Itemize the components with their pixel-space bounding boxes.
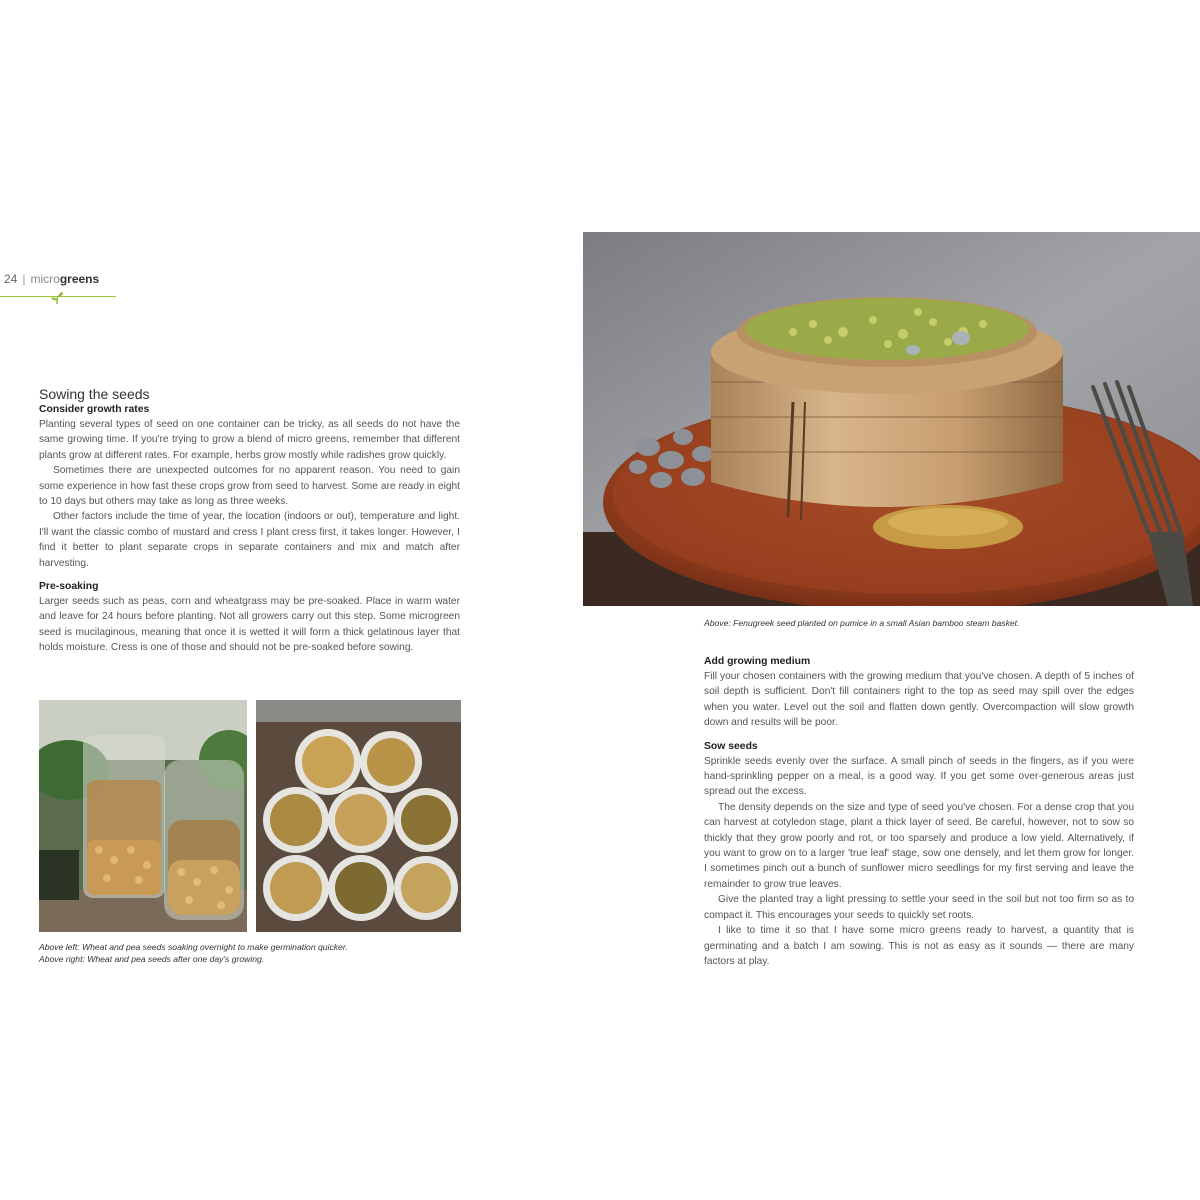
paragraph: Give the planted tray a light pressing to settle your seed in the soil but not too firm so as to compact it. This encourages your seeds to quickly set roots. [704,894,1134,921]
paragraph: Sometimes there are unexpected outcomes for no apparent reason. You need to gain some experience in how fast these crops grow from seed to harvest. Some are ready in eight to 10 days but others may take as long as three weeks. [39,465,460,508]
photo-soaking-jars [39,700,247,932]
subheading-sow-seeds: Sow seeds [704,740,758,752]
caption-line: Above left: Wheat and pea seeds soaking overnight to make germination quicker. [39,942,348,952]
section-heading: Sowing the seeds [39,386,150,402]
running-head [4,272,99,286]
running-head-separator: | [22,272,26,286]
paragraph: Larger seeds such as peas, corn and wheatgrass may be pre-soaked. Place in warm water and leave for 24 hours before planting. Not all growers carry out this step. Some microgreen seed is mucilaginous, meaning that once it is wetted it will form a thick gelatinous layer that holds moisture. Cress is one of those and should not be pre-soaked before sowing. [39,596,460,654]
left-column [39,386,460,656]
paragraph: I like to time it so that I have some micro greens ready to harvest, a quantity that is germinating and a batch I am sowing. This is not as easy as it sounds — there are many factors at play. [704,925,1134,967]
subheading-growing-medium: Add growing medium [704,656,811,667]
caption-line: Above right: Wheat and pea seeds after one day's growing. [39,954,265,964]
book-title-bold: greens [59,272,100,286]
photo-bamboo-steamer [583,232,1200,606]
subheading-growth-rates: Consider growth rates [39,404,150,415]
subheading-pre-soaking: Pre-soaking [39,581,99,593]
photo-caption-left [39,941,469,965]
book-title-light: micro [30,272,60,286]
page-number: 24 [4,272,18,286]
photo-caption-main: Above: Fenugreek seed planted on pumice in a small Asian bamboo steam basket. [704,618,1020,628]
paragraph: The density depends on the size and type of seed you've chosen. For a dense crop that you can harvest at cotyledon stage, plant a thick layer of seed. Be careful, however, not to sow so thickly that they grow poorly and rot, or too sparsely and produce a low yield. Alternatively, if you want to grow on to a larger 'true leaf' stage, sow one densely, and let them grow for longer. I sometimes pinch out a bunch of sunflower micro seedlings for my first serving and leave the remainder to grow true leaves. [704,801,1134,890]
paragraph: Fill your chosen containers with the growing medium that you've chosen. A depth of 5 inches of soil depth is sufficient. Don't fill containers right to the top as seed may spill over the edges when you water. Level out the soil and flatten down gently. Overcompaction will slow growth down and results will be poor. [704,671,1134,729]
paragraph: Sprinkle seeds evenly over the surface. A small pinch of seeds in the fingers, as if you were hand-sprinkling pepper on a meal, is a good way. If you get some over-generous areas just spread out the excess. [704,755,1134,798]
paragraph: Planting several types of seed on one container can be tricky, as all seeds do not have the same growing time. If you're trying to grow a blend of micro greens, remember that different plants grow at different rates. For example, herbs grow mostly while radishes grow quickly. [39,419,460,461]
photo-seed-pots [256,700,461,932]
paragraph: Other factors include the time of year, the location (indoors or out), temperature and light. I'll want the classic combo of mustard and cress I plant cress first, it takes longer. However, I find it better to plant separate crops in separate containers and mix and match after harvesting. [39,511,460,569]
sprout-icon [50,291,64,305]
right-column [704,655,1134,969]
